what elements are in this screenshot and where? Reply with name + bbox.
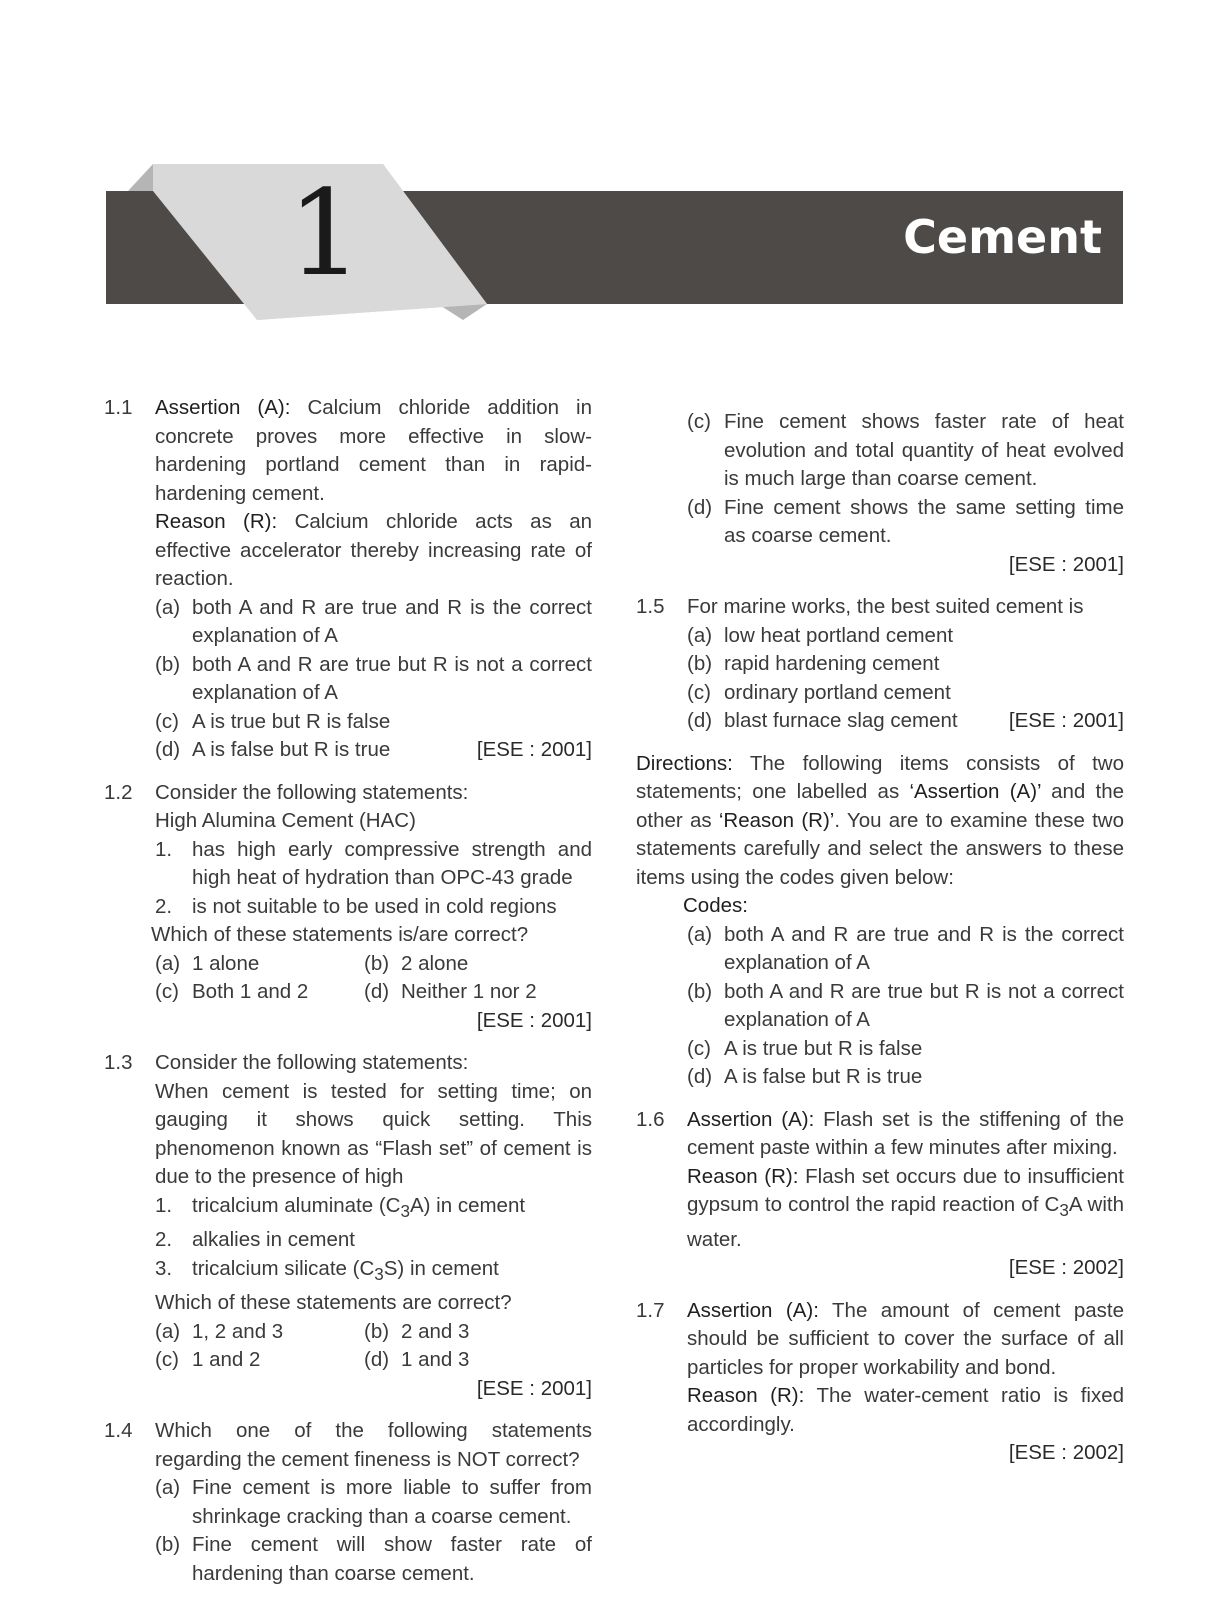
statement-label: 1. xyxy=(155,1193,173,1217)
subscript: 3 xyxy=(1059,1201,1069,1221)
option-d xyxy=(687,494,1124,551)
question-number: 1.4 xyxy=(104,1419,133,1443)
option-d xyxy=(364,978,573,1007)
option-text: Fine cement shows faster rate of heat evolution and total quantity of heat evolved is much large than coarse cement. xyxy=(724,410,1124,490)
option-text: Fine cement will show faster rate of hardening than coarse cement. xyxy=(192,1533,592,1585)
reason xyxy=(687,1163,1124,1255)
question-1-6 xyxy=(636,1106,1124,1283)
option-c xyxy=(155,1346,364,1375)
option-label: (a) xyxy=(155,595,181,619)
question-1-4-continued xyxy=(636,408,1124,579)
question-stem: Consider the following statements: xyxy=(155,1051,469,1074)
option-label: (d) xyxy=(364,980,390,1003)
exam-source: [ESE : 2001] xyxy=(1008,709,1124,732)
question-number: 1.5 xyxy=(636,595,665,618)
reason-text: Calcium chloride acts as an effective accelerator thereby increasing rate of reaction. xyxy=(155,510,592,590)
left-column xyxy=(104,394,592,1602)
reason-text: The water-cement ratio is fixed accordingly. xyxy=(687,1384,1124,1436)
code-b xyxy=(687,978,1124,1035)
statement-label: 3. xyxy=(155,1256,173,1280)
question-number: 1.6 xyxy=(636,1107,665,1131)
option-d xyxy=(687,707,1124,736)
option-a xyxy=(687,622,1124,651)
option-b xyxy=(155,651,592,708)
option-text: A is false but R is true xyxy=(192,738,391,761)
option-d xyxy=(155,736,592,765)
directions-text-2: and the other as xyxy=(636,780,1125,832)
statement-text: tricalcium aluminate (C xyxy=(192,1193,401,1217)
option-text: both A and R are true and R is the correct explanation of A xyxy=(724,922,1124,974)
reason-text-end: A with water. xyxy=(687,1193,1124,1251)
option-a xyxy=(155,1318,364,1347)
directions-text-3: . You are to examine these two statements carefully and select the answers to these items using the codes given below: xyxy=(636,808,1125,889)
directions-text: The following items consists of two statements; one labelled as xyxy=(636,751,1124,803)
option-text: both A and R are true but R is not a correct explanation of A xyxy=(724,979,1124,1031)
subscript: 3 xyxy=(374,1264,384,1284)
assertion-label: Assertion (A): xyxy=(687,1107,815,1131)
option-text: A is true but R is false xyxy=(724,1036,923,1060)
reason-label: Reason (R): xyxy=(687,1384,805,1408)
question-stem: Which one of the following statements regarding the cement fineness is NOT correct? xyxy=(155,1419,592,1471)
option-text: both A and R are true but R is not a correct explanation of A xyxy=(192,652,592,704)
question-1-1 xyxy=(104,394,592,765)
question-1-2 xyxy=(104,779,592,1036)
reason-text: Flash set occurs due to insufficient gypsum to control the rapid reaction of C xyxy=(687,1164,1124,1216)
option-b xyxy=(364,1318,573,1347)
option-label: (b) xyxy=(155,1533,181,1557)
statement-text: is not suitable to be used in cold regions xyxy=(192,894,557,918)
option-label: (c) xyxy=(687,410,711,433)
statement-text: alkalies in cement xyxy=(192,1228,355,1252)
option-label: (c) xyxy=(155,980,179,1003)
directions xyxy=(636,750,1124,893)
option-label: (c) xyxy=(155,709,179,733)
reason xyxy=(155,508,592,594)
option-text: Fine cement shows the same setting time as coarse cement. xyxy=(724,495,1124,547)
statement-label: 1. xyxy=(155,837,173,861)
option-label: (b) xyxy=(155,652,181,676)
option-label: (a) xyxy=(687,922,713,946)
question-number: 1.3 xyxy=(104,1051,133,1074)
option-label: (a) xyxy=(155,951,181,975)
option-label: (c) xyxy=(687,680,711,704)
option-label: (a) xyxy=(687,623,713,647)
option-label: (b) xyxy=(687,652,713,675)
option-a xyxy=(155,950,364,979)
question-number: 1.2 xyxy=(104,780,133,804)
option-label: (d) xyxy=(687,495,713,519)
code-d xyxy=(687,1063,1124,1092)
question-1-3 xyxy=(104,1049,592,1403)
assertion-text: The amount of cement paste should be sufficient to cover the surface of all particles for proper workability and bond. xyxy=(687,1298,1125,1379)
option-d xyxy=(364,1346,573,1375)
statement-label: 2. xyxy=(155,894,173,918)
option-b xyxy=(155,1531,592,1588)
option-text: Fine cement is more liable to suffer from shrinkage cracking than a coarse cement. xyxy=(192,1476,592,1528)
exam-source: [ESE : 2002] xyxy=(1008,1441,1124,1465)
assertion xyxy=(155,394,592,508)
options-row-1 xyxy=(155,950,592,979)
option-label: (d) xyxy=(364,1348,390,1372)
option-label: (a) xyxy=(155,1319,181,1343)
question-number: 1.1 xyxy=(104,396,133,419)
assertion xyxy=(687,1106,1124,1163)
right-column xyxy=(636,408,1124,1482)
question-prompt: Which of these statements is/are correct? xyxy=(151,923,529,946)
option-text: 1 alone xyxy=(192,951,260,975)
option-text: Neither 1 nor 2 xyxy=(401,980,537,1003)
option-text: rapid hardening cement xyxy=(724,652,940,675)
options-row-2 xyxy=(155,1346,592,1375)
statement-text: has high early compressive strength and high heat of hydration than OPC-43 grade xyxy=(192,837,592,889)
assertion-label: Assertion (A): xyxy=(155,396,291,419)
code-c xyxy=(687,1035,1124,1064)
exam-source: [ESE : 2001] xyxy=(476,1376,592,1400)
option-text: 1 and 3 xyxy=(401,1348,470,1372)
option-label: (d) xyxy=(155,738,181,761)
option-c xyxy=(155,708,592,737)
option-c xyxy=(687,679,1124,708)
option-label: (c) xyxy=(155,1348,179,1372)
question-stem: Consider the following statements: xyxy=(155,780,469,804)
option-text: 1, 2 and 3 xyxy=(192,1319,284,1343)
option-text: both A and R are true and R is the correct explanation of A xyxy=(192,595,592,647)
question-1-5 xyxy=(636,593,1124,736)
option-a xyxy=(155,1474,592,1531)
reason xyxy=(687,1382,1124,1439)
option-label: (b) xyxy=(364,1319,390,1343)
option-c xyxy=(155,978,364,1007)
option-label: (b) xyxy=(687,979,713,1003)
statement-3 xyxy=(155,1255,592,1290)
assertion-text: Calcium chloride addition in concrete proves more effective in slow-hardening portland cement than in rapid-hardening cement. xyxy=(155,396,593,505)
options-row-2 xyxy=(155,978,592,1007)
option-text: Both 1 and 2 xyxy=(192,980,309,1003)
subscript: 3 xyxy=(400,1201,410,1221)
directions-label: Directions: xyxy=(636,751,733,775)
statement-1 xyxy=(155,1192,592,1227)
option-text: 2 and 3 xyxy=(401,1319,470,1343)
option-text: A is true but R is false xyxy=(192,709,391,733)
question-stem: For marine works, the best suited cement is xyxy=(687,595,1084,618)
statement-text: tricalcium silicate (C xyxy=(192,1256,375,1280)
option-c xyxy=(687,408,1124,494)
codes-label: Codes: xyxy=(683,894,748,917)
option-text: low heat portland cement xyxy=(724,623,954,647)
option-b xyxy=(364,950,573,979)
reason-label: Reason (R): xyxy=(155,510,278,533)
question-prompt: Which of these statements are correct? xyxy=(155,1291,512,1315)
option-label: (b) xyxy=(364,951,390,975)
option-text: ordinary portland cement xyxy=(724,680,951,704)
statement-text-end: A) in cement xyxy=(409,1193,526,1217)
option-label: (a) xyxy=(155,1476,181,1500)
question-1-4 xyxy=(104,1417,592,1588)
option-label: (d) xyxy=(687,1065,713,1088)
options-row-1 xyxy=(155,1318,592,1347)
option-text: A is false but R is true xyxy=(724,1065,923,1088)
question-number: 1.7 xyxy=(636,1298,665,1322)
assertion-text: Flash set is the stiffening of the cement paste within a few minutes after mixing. xyxy=(687,1107,1125,1159)
assertion-label: Assertion (A): xyxy=(687,1298,819,1322)
option-b xyxy=(687,650,1124,679)
option-label: (c) xyxy=(687,1036,711,1060)
assertion xyxy=(687,1297,1124,1383)
chapter-title: Cement xyxy=(903,210,1102,264)
statement-1 xyxy=(155,836,592,893)
option-label: (d) xyxy=(687,709,713,732)
exam-source: [ESE : 2002] xyxy=(1008,1256,1124,1280)
reason-label: Reason (R): xyxy=(687,1164,799,1188)
question-body: When cement is tested for setting time; on gauging it shows quick setting. This phenomenon known as “Flash set” of cement is due to the presence of high xyxy=(155,1079,592,1188)
option-text: blast furnace slag cement xyxy=(724,709,958,732)
question-1-7 xyxy=(636,1297,1124,1468)
reason-term: ‘Reason (R)’ xyxy=(718,808,835,832)
question-subject: High Alumina Cement (HAC) xyxy=(155,809,416,832)
statement-2 xyxy=(155,1226,592,1255)
chapter-number-ribbon xyxy=(0,0,1214,330)
chapter-number: 1 xyxy=(287,164,363,302)
codes-options xyxy=(636,921,1124,1092)
exam-source: [ESE : 2001] xyxy=(476,738,592,761)
exam-source: [ESE : 2001] xyxy=(1008,552,1124,576)
exam-source: [ESE : 2001] xyxy=(476,1008,592,1032)
statement-label: 2. xyxy=(155,1228,173,1252)
statement-text-end: S) in cement xyxy=(383,1256,499,1280)
option-a xyxy=(155,594,592,651)
statement-2 xyxy=(155,893,592,922)
option-text: 2 alone xyxy=(401,951,469,975)
code-a xyxy=(687,921,1124,978)
assertion-term: ‘Assertion (A)’ xyxy=(909,780,1041,803)
option-text: 1 and 2 xyxy=(192,1348,261,1372)
